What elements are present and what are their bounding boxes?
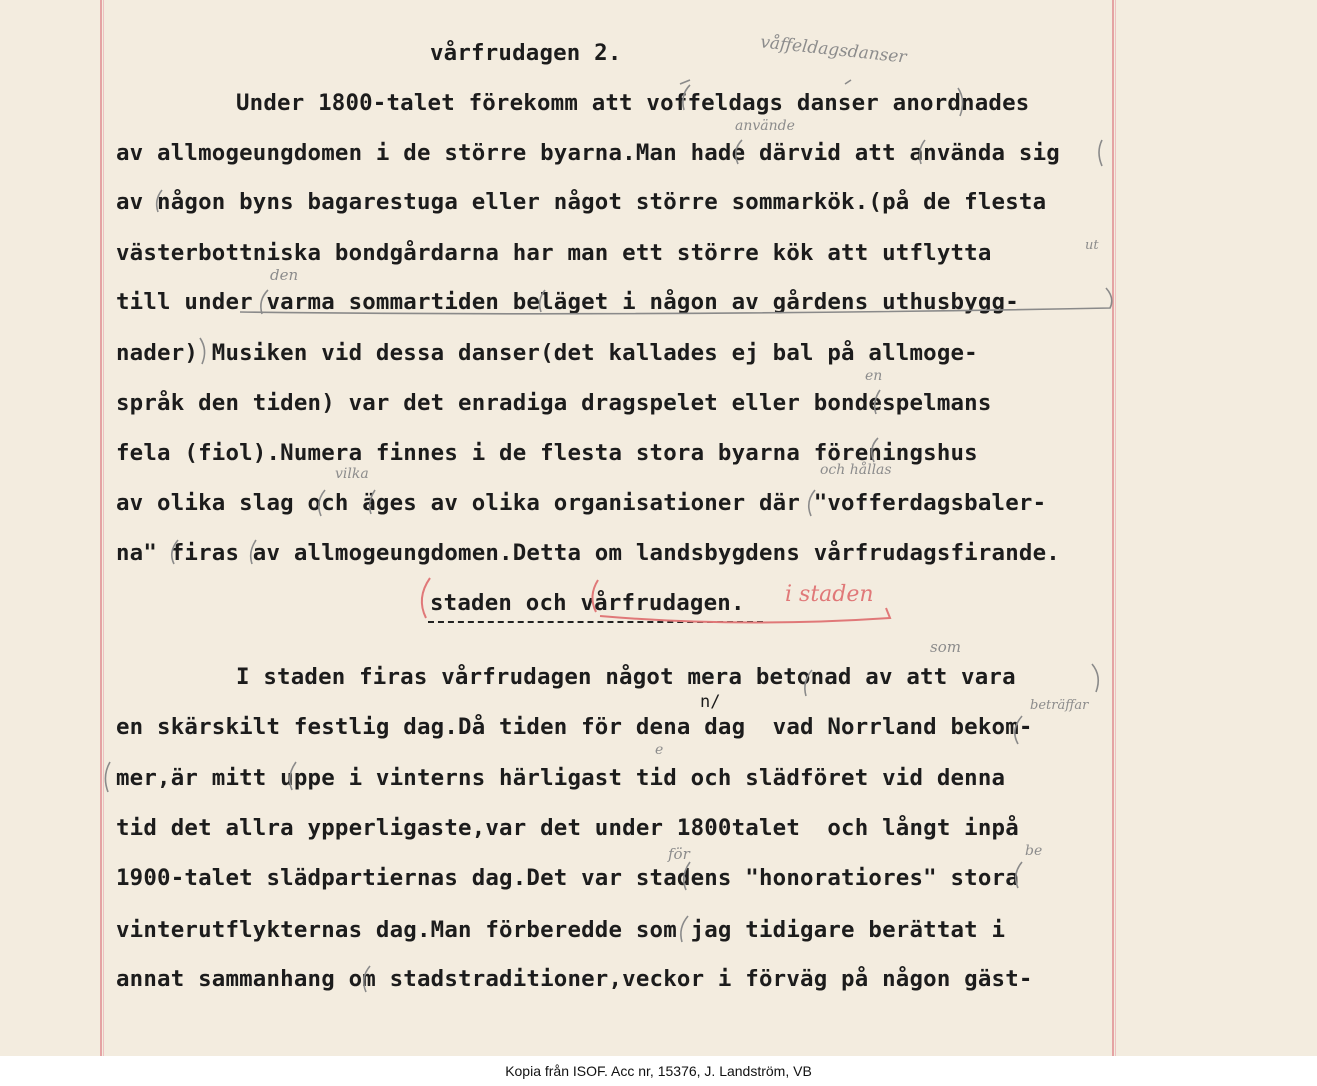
handwritten-note: e — [655, 742, 664, 758]
text-line: Under 1800-talet förekomm att voffeldags danser anordnades — [236, 90, 1030, 116]
handwritten-note: för — [668, 845, 690, 863]
handwritten-note: be — [1025, 843, 1043, 859]
handwritten-note: en — [865, 368, 883, 384]
section-heading: staden och vårfrudagen. — [430, 590, 745, 616]
handwritten-note: och hållas — [820, 462, 892, 478]
text-line: språk den tiden) var det enradiga dragspelet eller bondespelmans — [116, 390, 992, 416]
text-line: av någon byns bagarestuga eller något större sommarkök.(på de flesta — [116, 189, 1047, 215]
handwritten-note: våffeldagsdanser — [759, 32, 908, 68]
text-line: nader) Musiken vid dessa danser(det kallades ej bal på allmoge- — [116, 340, 978, 366]
handwritten-note: beträffar — [1030, 698, 1089, 713]
document-title: vårfrudagen 2. — [430, 40, 622, 66]
handwritten-note: vilka — [335, 466, 369, 482]
handwritten-note: använde — [735, 118, 795, 134]
handwritten-note: som — [930, 638, 961, 656]
text-line: I staden firas vårfrudagen något mera betonad av att vara — [236, 664, 1016, 690]
text-line: västerbottniska bondgårdarna har man ett större kök att utflytta — [116, 240, 992, 266]
handwritten-red-note: i staden — [785, 582, 874, 607]
text-line: en skärskilt festlig dag.Då tiden för dena dag vad Norrland bekom- — [116, 714, 1033, 740]
text-line: tid det allra ypperligaste,var det under 1800talet och långt inpå — [116, 815, 1019, 841]
text-line: av olika slag och äges av olika organisationer där "vofferdagsbaler- — [116, 490, 1047, 516]
text-line: fela (fiol).Numera finnes i de flesta stora byarna föreningshus — [116, 440, 978, 466]
text-line: annat sammanhang om stadstraditioner,veckor i förväg på någon gäst- — [116, 966, 1033, 992]
archive-caption: Kopia från ISOF. Acc nr, 15376, J. Landström, VB — [505, 1063, 812, 1079]
handwritten-note: n/ — [700, 692, 721, 712]
text-line: 1900-talet slädpartiernas dag.Det var stadens "honoratiores" stora — [116, 865, 1019, 891]
handwritten-note: den — [270, 266, 299, 284]
text-line: mer,är mitt uppe i vinterns härligast tid och slädföret vid denna — [116, 765, 1006, 791]
text-line: av allmogeungdomen i de större byarna.Man hade därvid att använda sig — [116, 140, 1060, 166]
text-line: till under varma sommartiden beläget i någon av gårdens uthusbygg- — [116, 289, 1019, 315]
text-line: vinterutflykternas dag.Man förberedde som jag tidigare berättat i — [116, 917, 1006, 943]
handwritten-note: ut — [1085, 238, 1099, 253]
text-line: na" firas av allmogeungdomen.Detta om landsbygdens vårfrudagsfirande. — [116, 540, 1060, 566]
